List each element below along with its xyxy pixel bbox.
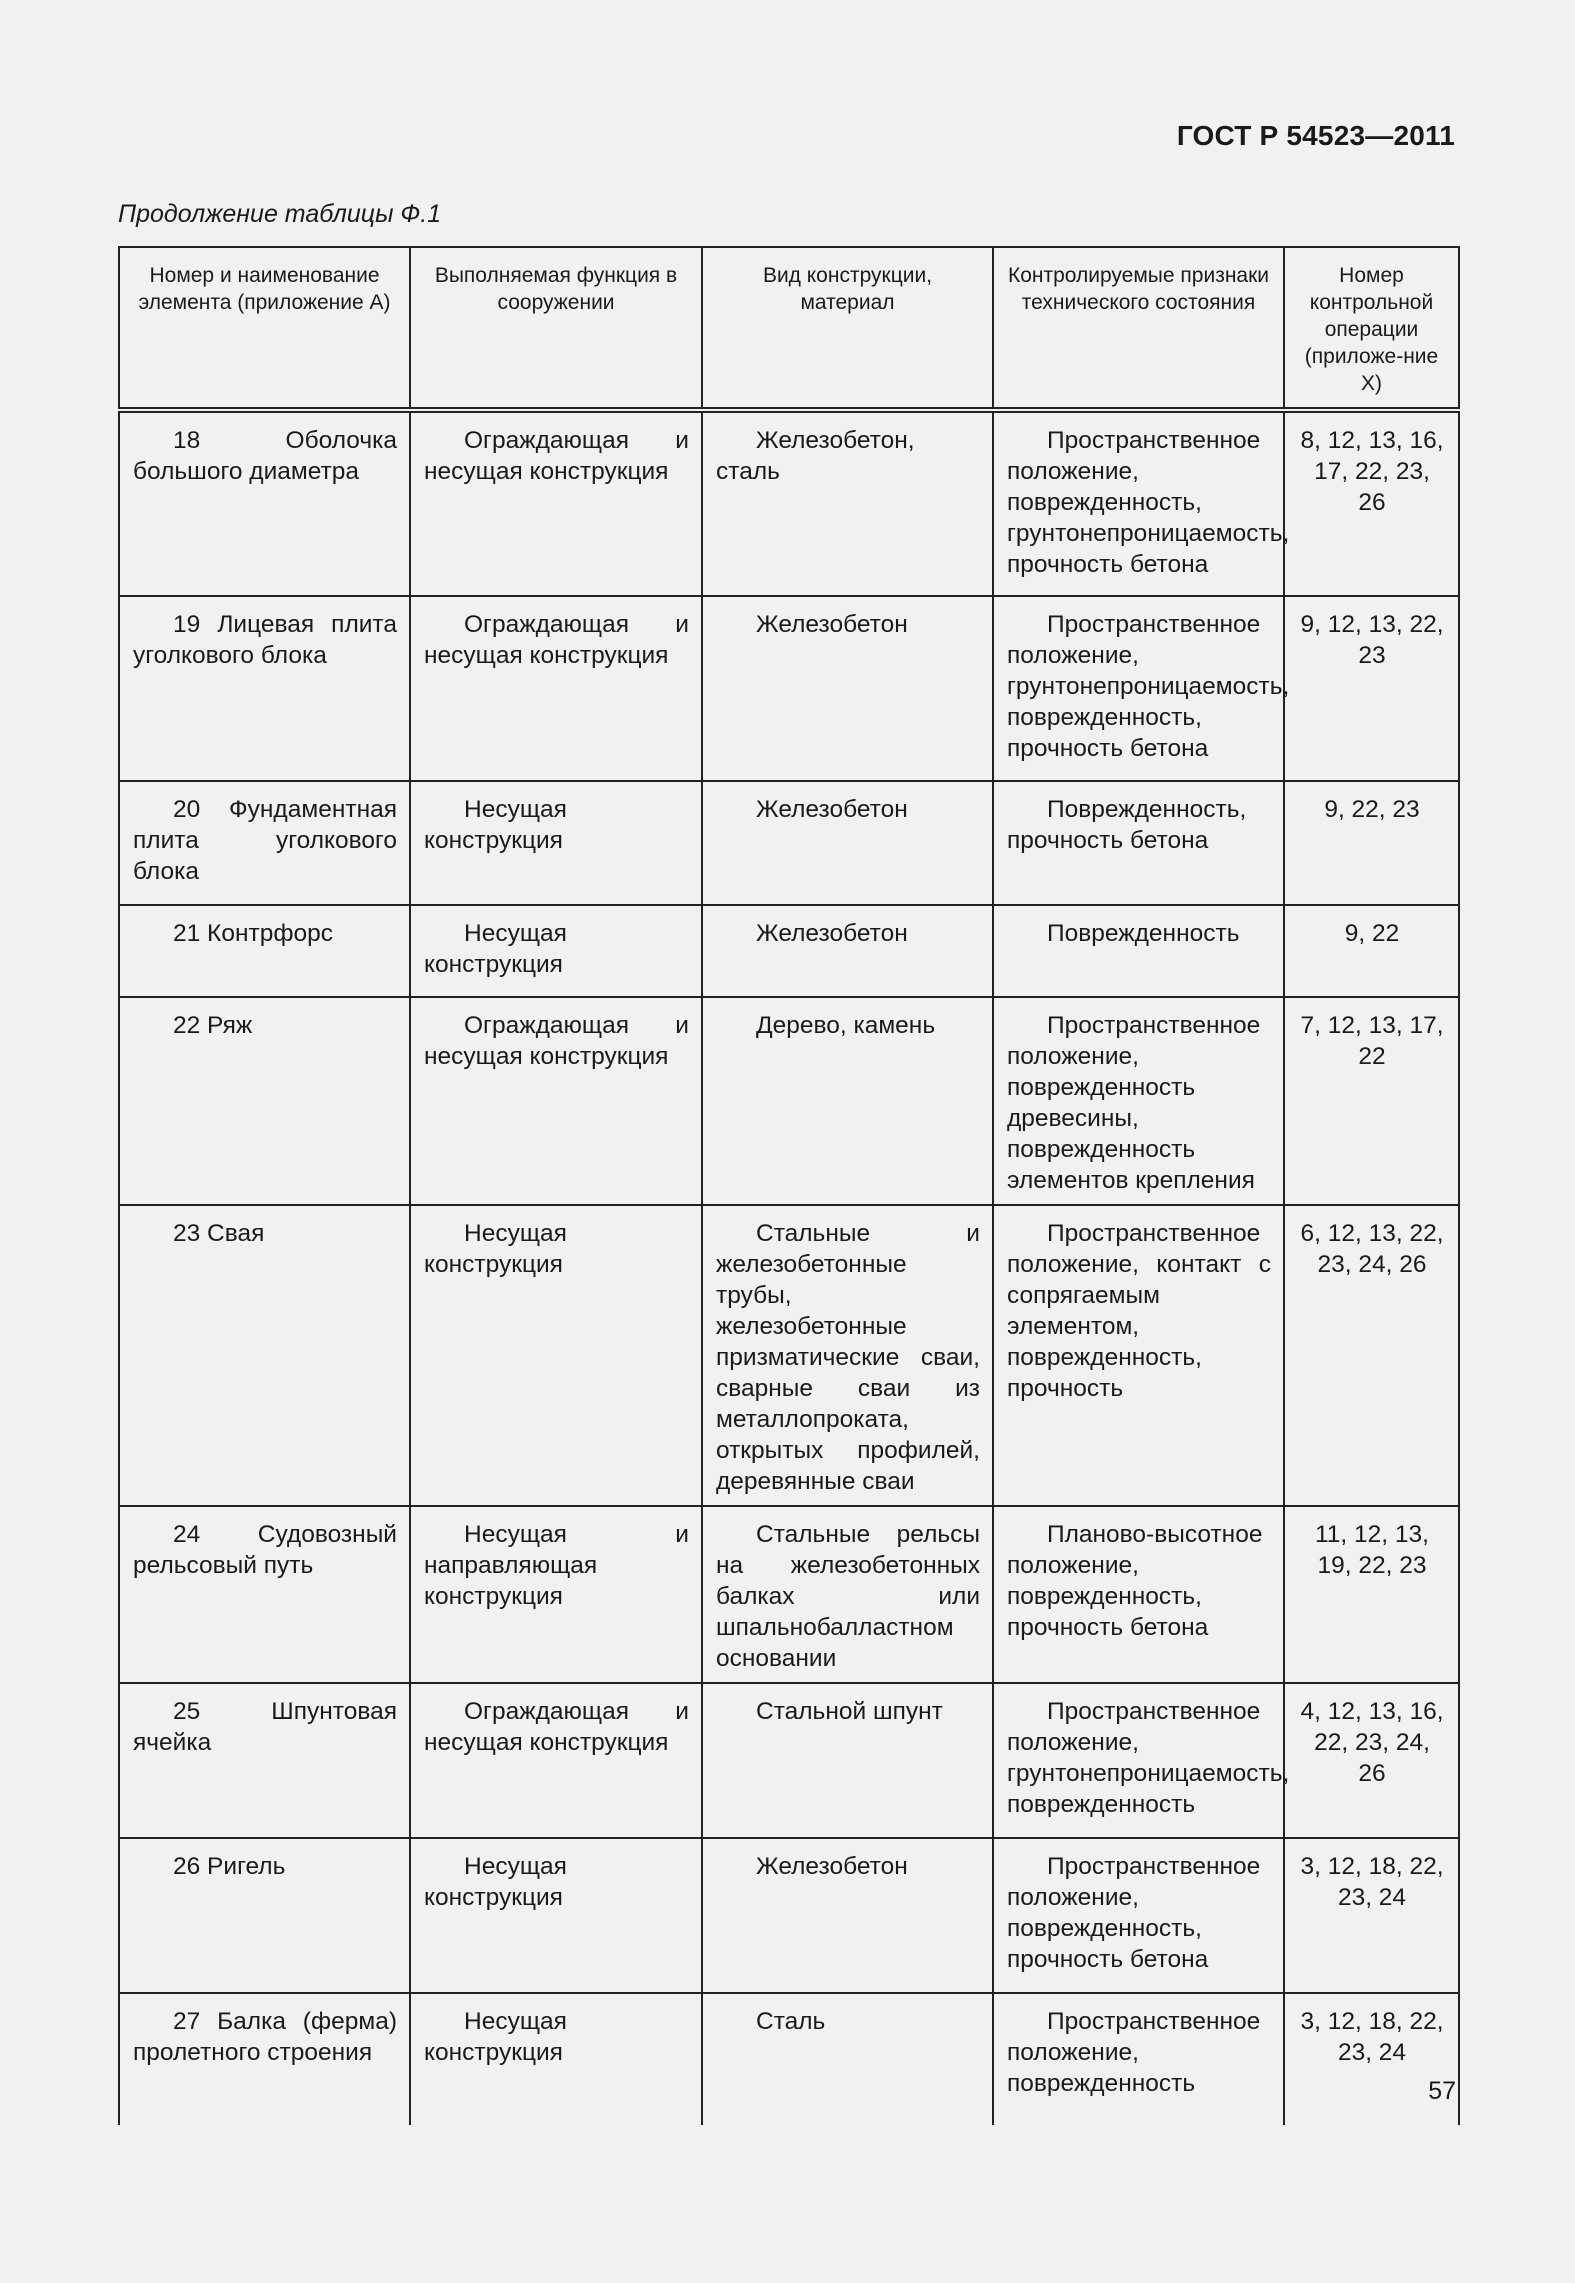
cell-features: Поврежденность — [993, 905, 1284, 997]
cell-material: Железобетон — [702, 1838, 993, 1993]
table-row — [119, 781, 1459, 905]
header-operations: Номер контрольной операции (приложе-ние Х) — [1284, 247, 1459, 410]
header-features: Контролируемые признаки технического состояния — [993, 247, 1284, 410]
cell-function: Ограждающая и несущая конструкция — [410, 1683, 702, 1838]
cell-operations: 9, 22 — [1284, 905, 1459, 997]
cell-operations: 9, 12, 13, 22, 23 — [1284, 596, 1459, 781]
cell-operations: 4, 12, 13, 16, 22, 23, 24, 26 — [1284, 1683, 1459, 1838]
cell-material: Железобетон, сталь — [702, 410, 993, 596]
cell-features: Пространственное положение, грунтонепроницаемость, поврежденность, прочность бетона — [993, 596, 1284, 781]
cell-material: Железобетон — [702, 905, 993, 997]
cell-material: Железобетон — [702, 596, 993, 781]
cell-material: Стальной шпунт — [702, 1683, 993, 1838]
cell-features: Пространственное положение, поврежденность, грунтонепроницаемость, прочность бетона — [993, 410, 1284, 596]
cell-features: Поврежденность, прочность бетона — [993, 781, 1284, 905]
cell-material: Стальные рельсы на железобетонных балках или шпальнобалластном основании — [702, 1506, 993, 1683]
cell-element: 21 Контрфорс — [119, 905, 410, 997]
cell-features: Пространственное положение, контакт с сопрягаемым элементом, поврежденность, прочность — [993, 1205, 1284, 1506]
cell-element: 18 Оболочка большого диаметра — [119, 410, 410, 596]
cell-operations: 11, 12, 13, 19, 22, 23 — [1284, 1506, 1459, 1683]
cell-features: Пространственное положение, поврежденность, прочность бетона — [993, 1838, 1284, 1993]
cell-material: Железобетон — [702, 781, 993, 905]
header-element: Номер и наименование элемента (приложение А) — [119, 247, 410, 410]
cell-material: Стальные и железобетонные трубы, железобетонные призматические сваи, сварные сваи из металлопроката, открытых профилей, деревянные сваи — [702, 1205, 993, 1506]
document-id: ГОСТ Р 54523—2011 — [1176, 120, 1455, 151]
cell-element: 19 Лицевая плита уголкового блока — [119, 596, 410, 781]
table-row — [119, 410, 1459, 596]
cell-operations: 9, 22, 23 — [1284, 781, 1459, 905]
table-row — [119, 596, 1459, 781]
cell-operations: 3, 12, 18, 22, 23, 24 — [1284, 1993, 1459, 2125]
cell-material: Дерево, камень — [702, 997, 993, 1205]
cell-material: Сталь — [702, 1993, 993, 2125]
table-caption: Продолжение таблицы Ф.1 — [118, 200, 442, 228]
table-row — [119, 1838, 1459, 1993]
cell-element: 27 Балка (ферма) пролетного строения — [119, 1993, 410, 2125]
header-function: Выполняемая функция в сооружении — [410, 247, 702, 410]
table-row — [119, 1683, 1459, 1838]
cell-function: Несущая конструкция — [410, 1205, 702, 1506]
cell-function: Несущая и направляющая конструкция — [410, 1506, 702, 1683]
cell-function: Несущая конструкция — [410, 1993, 702, 2125]
cell-function: Несущая конструкция — [410, 905, 702, 997]
table-row — [119, 1506, 1459, 1683]
cell-function: Несущая конструкция — [410, 1838, 702, 1993]
cell-features: Пространственное положение, грунтонепроницаемость, поврежденность — [993, 1683, 1284, 1838]
inspection-table — [118, 246, 1460, 2125]
cell-features: Пространственное положение, поврежденность — [993, 1993, 1284, 2125]
cell-operations: 6, 12, 13, 22, 23, 24, 26 — [1284, 1205, 1459, 1506]
cell-element: 26 Ригель — [119, 1838, 410, 1993]
cell-operations: 7, 12, 13, 17, 22 — [1284, 997, 1459, 1205]
cell-element: 20 Фундаментная плита уголкового блока — [119, 781, 410, 905]
table-row — [119, 997, 1459, 1205]
page-number: 57 — [1428, 2077, 1456, 2105]
table-row — [119, 905, 1459, 997]
cell-operations: 3, 12, 18, 22, 23, 24 — [1284, 1838, 1459, 1993]
cell-function: Несущая конструкция — [410, 781, 702, 905]
header-material: Вид конструкции, материал — [702, 247, 993, 410]
cell-element: 23 Свая — [119, 1205, 410, 1506]
cell-function: Ограждающая и несущая конструкция — [410, 997, 702, 1205]
cell-features: Пространственное положение, поврежденность древесины, поврежденность элементов крепления — [993, 997, 1284, 1205]
cell-function: Ограждающая и несущая конструкция — [410, 596, 702, 781]
cell-element: 25 Шпунтовая ячейка — [119, 1683, 410, 1838]
cell-element: 22 Ряж — [119, 997, 410, 1205]
cell-features: Планово-высотное положение, поврежденность, прочность бетона — [993, 1506, 1284, 1683]
cell-operations: 8, 12, 13, 16, 17, 22, 23, 26 — [1284, 410, 1459, 596]
cell-element: 24 Судовозный рельсовый путь — [119, 1506, 410, 1683]
cell-function: Ограждающая и несущая конструкция — [410, 410, 702, 596]
table-row — [119, 1993, 1459, 2125]
table-header-row — [119, 247, 1459, 410]
table-row — [119, 1205, 1459, 1506]
